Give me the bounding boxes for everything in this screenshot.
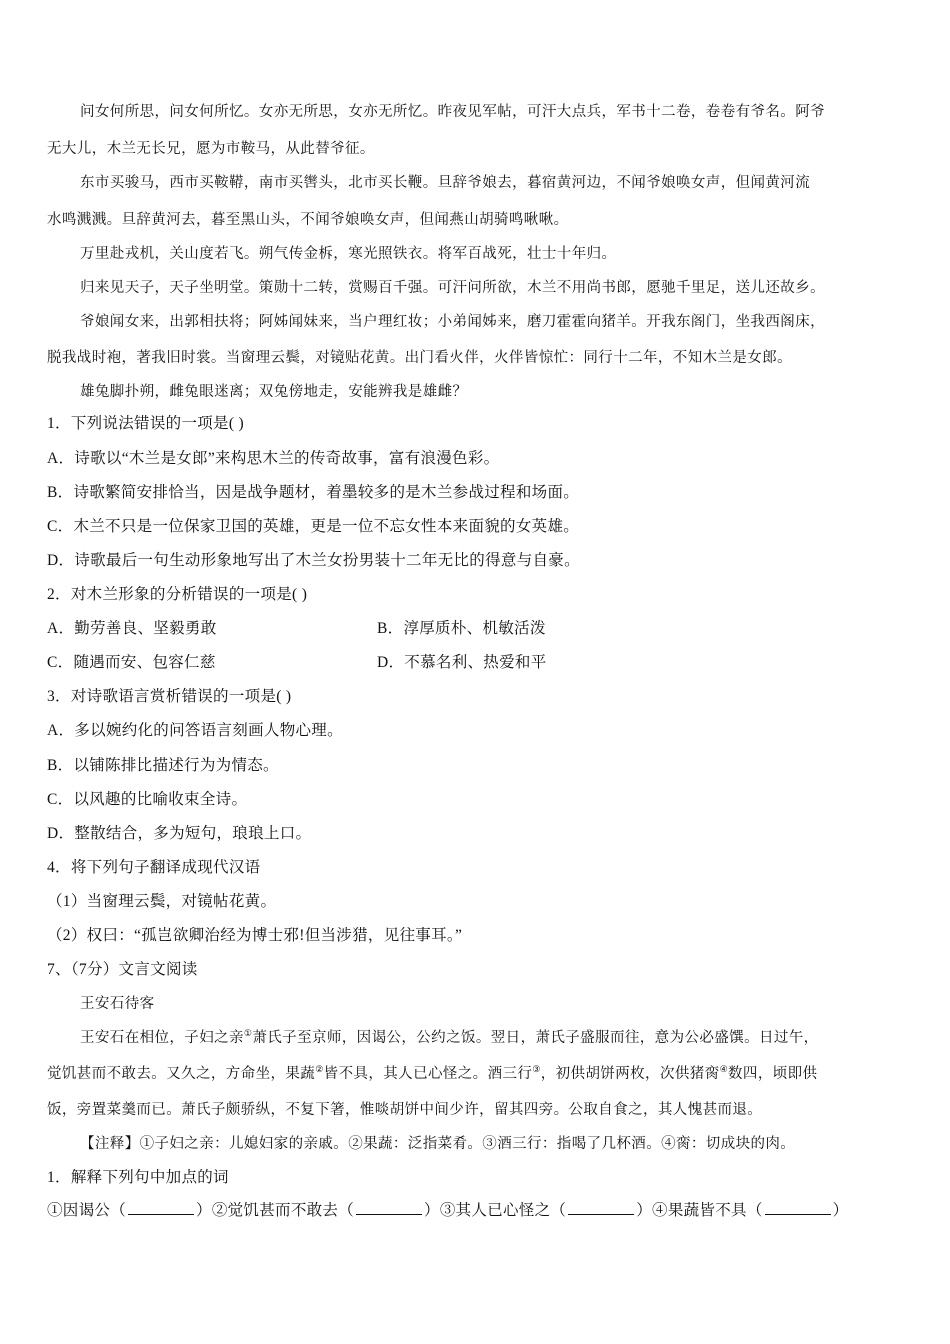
poem-para3: 万里赴戎机，关山度若飞。朔气传金柝，寒光照铁衣。将军百战死，壮士十年归。 [80, 246, 617, 262]
answer-blank-1[interactable] [128, 1200, 194, 1215]
passage-line3: 饭，旁置菜羹而已。萧氏子颇骄纵，不复下箸，惟啖胡饼中间少许，留其四旁。公取自食之，其人愧甚而退。 [47, 1102, 763, 1118]
q4-sentence-2: （2）权曰：“孤岂欲卿治经为博士邪!但当涉猎，见往事耳。” [47, 927, 463, 944]
passage-line2: 觉饥甚而不敢去。又久之，方命坐，果蔬②皆不具，其人已心怪之。酒三行③，初供胡饼两枚，次供猪脔④数四，顷即供 [47, 1065, 818, 1082]
poem-para5-line2: 脱我战时袍，著我旧时裳。当窗理云鬓，对镜贴花黄。出门看火伴，火伴皆惊忙：同行十二年，不知木兰是女郎。 [47, 350, 792, 366]
footnote-mark-4: ④ [719, 1065, 729, 1076]
q7-1-items: ①因谒公（ ）②觉饥甚而不敢去（ ）③其人已心怪之（ ）④果蔬皆不具（ ） [47, 1202, 849, 1219]
q2-option-c: C．随遇而安、包容仁慈 [47, 654, 216, 671]
answer-blank-2[interactable] [356, 1200, 422, 1215]
q3-option-c: C．以风趣的比喻收束全诗。 [47, 791, 248, 808]
q1-option-b: B．诗歌繁简安排恰当，因是战争题材，着墨较多的是木兰参战过程和场面。 [47, 484, 580, 501]
passage-title: 王安石待客 [80, 996, 155, 1012]
poem-para1-line2: 无大儿，木兰无长兄，愿为市鞍马，从此替爷征。 [47, 141, 375, 157]
passage-notes: 【注释】①子妇之亲：儿媳妇家的亲戚。②果蔬：泛指菜肴。③酒三行：指喝了几杯酒。④脔：切成块的肉。 [80, 1136, 796, 1152]
q1-option-c: C．木兰不只是一位保家卫国的英雄，更是一位不忘女性本来面貌的女英雄。 [47, 518, 580, 535]
poem-para1-line1: 问女何所思，问女何所忆。女亦无所思，女亦无所忆。昨夜见军帖，可汗大点兵，军书十二卷，卷卷有爷名。阿爷 [80, 104, 825, 120]
q2-stem: 2．对木兰形象的分析错误的一项是( ) [47, 586, 308, 603]
q3-option-a: A．多以婉约化的问答语言刻画人物心理。 [47, 722, 343, 739]
footnote-mark-3: ③ [532, 1065, 541, 1076]
poem-para4: 归来见天子，天子坐明堂。策勋十二转，赏赐百千强。可汗问所欲，木兰不用尚书郎，愿驰千里足，送儿还故乡。 [80, 280, 825, 296]
footnote-mark-1: ① [243, 1029, 253, 1040]
poem-para2-line1: 东市买骏马，西市买鞍鞯，南市买辔头，北市买长鞭。旦辞爷娘去，暮宿黄河边，不闻爷娘唤女声，但闻黄河流 [80, 175, 811, 191]
q2-option-b: B．淳厚质朴、机敏活泼 [377, 620, 546, 637]
q2-option-d: D．不慕名利、热爱和平 [377, 654, 547, 671]
poem-para6: 雄兔脚扑朔，雌兔眼迷离；双兔傍地走，安能辨我是雄雌？ [80, 384, 468, 400]
q7-1-stem: 1．解释下列句中加点的词 [47, 1169, 229, 1186]
q1-option-d: D．诗歌最后一句生动形象地写出了木兰女扮男装十二年无比的得意与自豪。 [47, 552, 580, 569]
q3-stem: 3．对诗歌语言赏析错误的一项是( ) [47, 688, 292, 705]
q4-stem: 4．将下列句子翻译成现代汉语 [47, 859, 261, 876]
q1-option-a: A．诗歌以“木兰是女郎”来构思木兰的传奇故事，富有浪漫色彩。 [47, 450, 500, 467]
q2-option-a: A．勤劳善良、坚毅勇敢 [47, 620, 217, 637]
q4-sentence-1: （1）当窗理云鬓，对镜帖花黄。 [47, 893, 277, 910]
answer-blank-4[interactable] [765, 1200, 831, 1215]
answer-blank-3[interactable] [568, 1200, 634, 1215]
passage-line1: 王安石在相位，子妇之亲①萧氏子至京师，因谒公，公约之饭。翌日，萧氏子盛服而往，意为公必盛馔。日过午， [80, 1029, 819, 1046]
q1-stem: 1．下列说法错误的一项是( ) [47, 415, 244, 432]
poem-para2-line2: 水鸣溅溅。旦辞黄河去，暮至黑山头，不闻爷娘唤女声，但闻燕山胡骑鸣啾啾。 [47, 212, 569, 228]
poem-para5-line1: 爷娘闻女来，出郭相扶将；阿姊闻妹来，当户理红妆；小弟闻姊来，磨刀霍霍向猪羊。开我东阁门，坐我西阁床， [80, 314, 825, 330]
footnote-mark-2: ② [315, 1065, 324, 1076]
q3-option-d: D．整散结合，多为短句，琅琅上口。 [47, 825, 312, 842]
section7-heading: 7、（7分）文言文阅读 [47, 961, 198, 978]
q3-option-b: B．以铺陈排比描述行为为情态。 [47, 757, 279, 774]
